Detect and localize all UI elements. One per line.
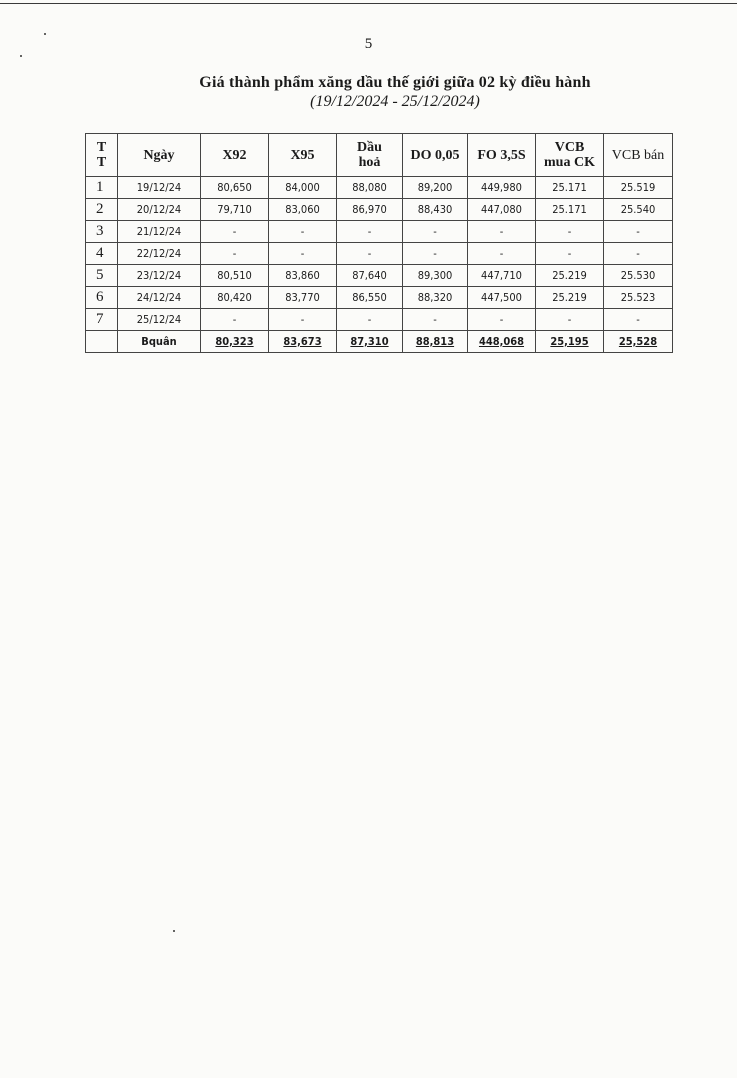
header-kerosene-line-2: hoả (358, 155, 381, 170)
cell-do: - (403, 221, 468, 243)
header-row (86, 134, 673, 177)
cell-do: 89,300 (403, 265, 468, 287)
scan-speck (44, 33, 46, 35)
header-vcb-sell: VCB bán (611, 147, 665, 163)
cell-vcb-sell: - (604, 221, 673, 243)
cell-vcb-buy: 25.219 (536, 265, 604, 287)
average-label: Bquân (118, 331, 201, 353)
cell-x92: - (201, 221, 269, 243)
cell-fo: 449,980 (468, 177, 536, 199)
cell-vcb-buy: 25.171 (536, 177, 604, 199)
cell-x92: - (201, 309, 269, 331)
table-row (86, 243, 673, 265)
header-cell (337, 134, 403, 177)
cell-stt: 4 (86, 243, 118, 265)
top-border-line (0, 3, 737, 4)
cell-x92: - (201, 243, 269, 265)
cell-do: 88,320 (403, 287, 468, 309)
header-x95: X95 (290, 147, 315, 163)
table-row (86, 287, 673, 309)
cell-fo: - (468, 309, 536, 331)
average-kerosene: 87,310 (337, 331, 403, 353)
cell-stt: 5 (86, 265, 118, 287)
cell-vcb-sell: 25.519 (604, 177, 673, 199)
header-cell (269, 134, 337, 177)
cell-kerosene: 87,640 (337, 265, 403, 287)
header-kerosene-line-1: Dầu (357, 140, 382, 155)
cell-date: 23/12/24 (118, 265, 201, 287)
cell-date: 19/12/24 (118, 177, 201, 199)
scan-speck (20, 55, 22, 57)
header-stt-line-2: T (96, 155, 107, 170)
header-vcb-buy-line-2: mua CK (544, 155, 595, 170)
header-cell (118, 134, 201, 177)
cell-fo: 447,080 (468, 199, 536, 221)
cell-vcb-sell: 25.540 (604, 199, 673, 221)
cell-x92: 80,420 (201, 287, 269, 309)
cell-x95: - (269, 243, 337, 265)
header-cell (604, 134, 673, 177)
cell-vcb-sell: - (604, 243, 673, 265)
cell-vcb-sell: - (604, 309, 673, 331)
cell-fo: - (468, 243, 536, 265)
table-row (86, 221, 673, 243)
cell-x92: 80,510 (201, 265, 269, 287)
cell-do: 88,430 (403, 199, 468, 221)
cell-date: 21/12/24 (118, 221, 201, 243)
cell-date: 25/12/24 (118, 309, 201, 331)
cell-kerosene: 88,080 (337, 177, 403, 199)
cell-stt: 6 (86, 287, 118, 309)
average-row (86, 331, 673, 353)
table-row (86, 309, 673, 331)
header-cell (86, 134, 118, 177)
table-row (86, 199, 673, 221)
cell-do: - (403, 309, 468, 331)
cell-kerosene: - (337, 243, 403, 265)
document-period: (19/12/2024 - 25/12/2024) (310, 93, 480, 110)
cell-kerosene: 86,970 (337, 199, 403, 221)
cell-vcb-buy: - (536, 309, 604, 331)
cell-x95: 83,860 (269, 265, 337, 287)
cell-x95: 83,060 (269, 199, 337, 221)
header-x92: X92 (222, 147, 247, 163)
cell-kerosene: - (337, 221, 403, 243)
scan-speck (173, 930, 175, 932)
document-title: Giá thành phẩm xăng dầu thế giới giữa 02 kỳ điều hành (199, 74, 591, 91)
cell-x92: 79,710 (201, 199, 269, 221)
header-cell (201, 134, 269, 177)
cell-fo: - (468, 221, 536, 243)
header-do: DO 0,05 (410, 147, 460, 163)
cell-kerosene: - (337, 309, 403, 331)
average-vcb-sell: 25,528 (604, 331, 673, 353)
price-table (85, 133, 673, 353)
average-vcb-buy: 25,195 (536, 331, 604, 353)
header-vcb-buy-line-1: VCB (554, 140, 585, 155)
page-number: 5 (364, 36, 373, 52)
header-cell (468, 134, 536, 177)
table-row (86, 177, 673, 199)
cell-x95: - (269, 309, 337, 331)
header-date: Ngày (143, 147, 175, 163)
cell-stt: 3 (86, 221, 118, 243)
header-stt-line-1: T (96, 140, 107, 155)
cell-fo: 447,710 (468, 265, 536, 287)
cell-stt: 2 (86, 199, 118, 221)
cell-kerosene: 86,550 (337, 287, 403, 309)
cell-stt (86, 331, 118, 353)
cell-x95: 84,000 (269, 177, 337, 199)
cell-vcb-buy: - (536, 221, 604, 243)
cell-stt: 7 (86, 309, 118, 331)
cell-vcb-buy: - (536, 243, 604, 265)
cell-vcb-sell: 25.530 (604, 265, 673, 287)
cell-stt: 1 (86, 177, 118, 199)
average-x92: 80,323 (201, 331, 269, 353)
cell-do: 89,200 (403, 177, 468, 199)
cell-x92: 80,650 (201, 177, 269, 199)
cell-date: 24/12/24 (118, 287, 201, 309)
cell-do: - (403, 243, 468, 265)
cell-vcb-buy: 25.219 (536, 287, 604, 309)
average-do: 88,813 (403, 331, 468, 353)
average-x95: 83,673 (269, 331, 337, 353)
cell-vcb-sell: 25.523 (604, 287, 673, 309)
cell-fo: 447,500 (468, 287, 536, 309)
header-fo: FO 3,5S (477, 147, 526, 163)
average-fo: 448,068 (468, 331, 536, 353)
cell-x95: 83,770 (269, 287, 337, 309)
table-row (86, 265, 673, 287)
cell-vcb-buy: 25.171 (536, 199, 604, 221)
cell-date: 22/12/24 (118, 243, 201, 265)
header-cell (536, 134, 604, 177)
header-cell (403, 134, 468, 177)
table-body (86, 177, 673, 353)
cell-x95: - (269, 221, 337, 243)
cell-date: 20/12/24 (118, 199, 201, 221)
